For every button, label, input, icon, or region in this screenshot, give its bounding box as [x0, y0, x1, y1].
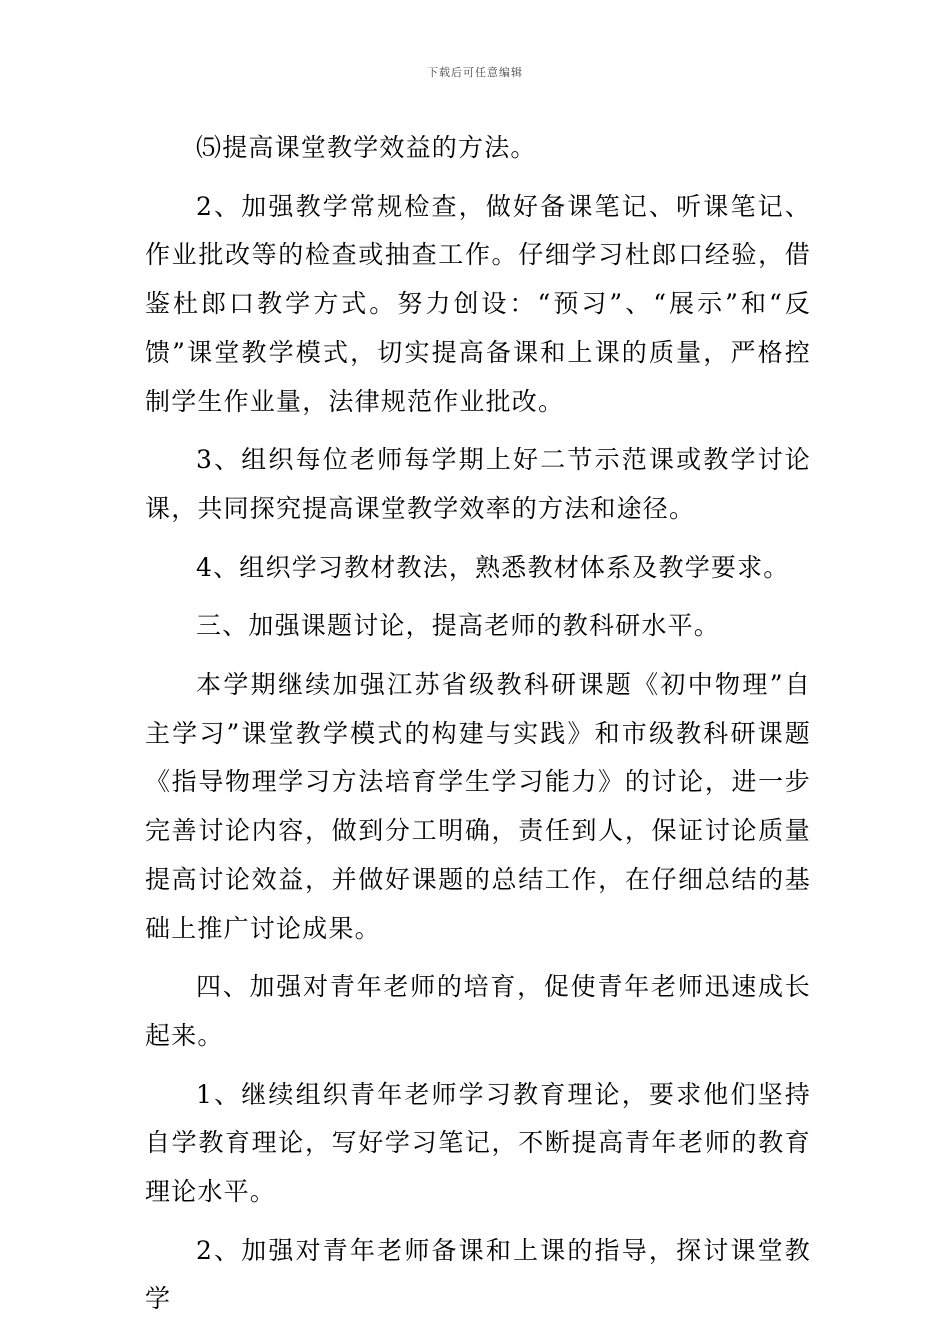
paragraph-method: ⑸提高课堂教学效益的方法。 [196, 133, 537, 162]
paragraph-textbook-study: 4、组织学习教材教法，熟悉教材体系及教学要求。 [196, 552, 790, 582]
paragraph-research-projects: 本学期继续加强江苏省级教科研课题《初中物理”自主学习”课堂教学模式的构建与实践》和市级教科研课题《指导物理学习方法培育学生学习能力》的讨论，进一步完善讨论内容，做到分工明确，责任到人，保证讨论质量提高讨论效益，并做好课题的总结工作，在仔细总结的基础上推广讨论成果。 [145, 670, 811, 943]
paragraph-demo-lessons: 3、组织每位老师每学期上好二节示范课或教学讨论课，共同探究提高课堂教学效率的方法和途径。 [145, 445, 811, 523]
section-heading-research: 三、加强课题讨论，提高老师的教科研水平。 [196, 611, 721, 641]
section-heading-young-teachers: 四、加强对青年老师的培育，促使青年老师迅速成长起来。 [145, 972, 811, 1050]
document-body [145, 124, 811, 1324]
paragraph-lesson-guidance: 2、加强对青年老师备课和上课的指导，探讨课堂教学 [145, 1235, 811, 1314]
page-header: 下载后可任意编辑 [427, 66, 523, 79]
paragraph-theory-study: 1、继续组织青年老师学习教育理论，要求他们坚持自学教育理论，写好学习笔记，不断提高青年老师的教育理论水平。 [145, 1079, 811, 1207]
paragraph-routine-check: 2、加强教学常规检查，做好备课笔记、听课笔记、作业批改等的检查或抽查工作。仔细学习杜郎口经验，借鉴杜郎口教学方式。努力创设：“预习”、“展示”和“反馈”课堂教学模式，切实提高备课和上课的质量，严格控制学生作业量，法律规范作业批改。 [145, 191, 811, 416]
